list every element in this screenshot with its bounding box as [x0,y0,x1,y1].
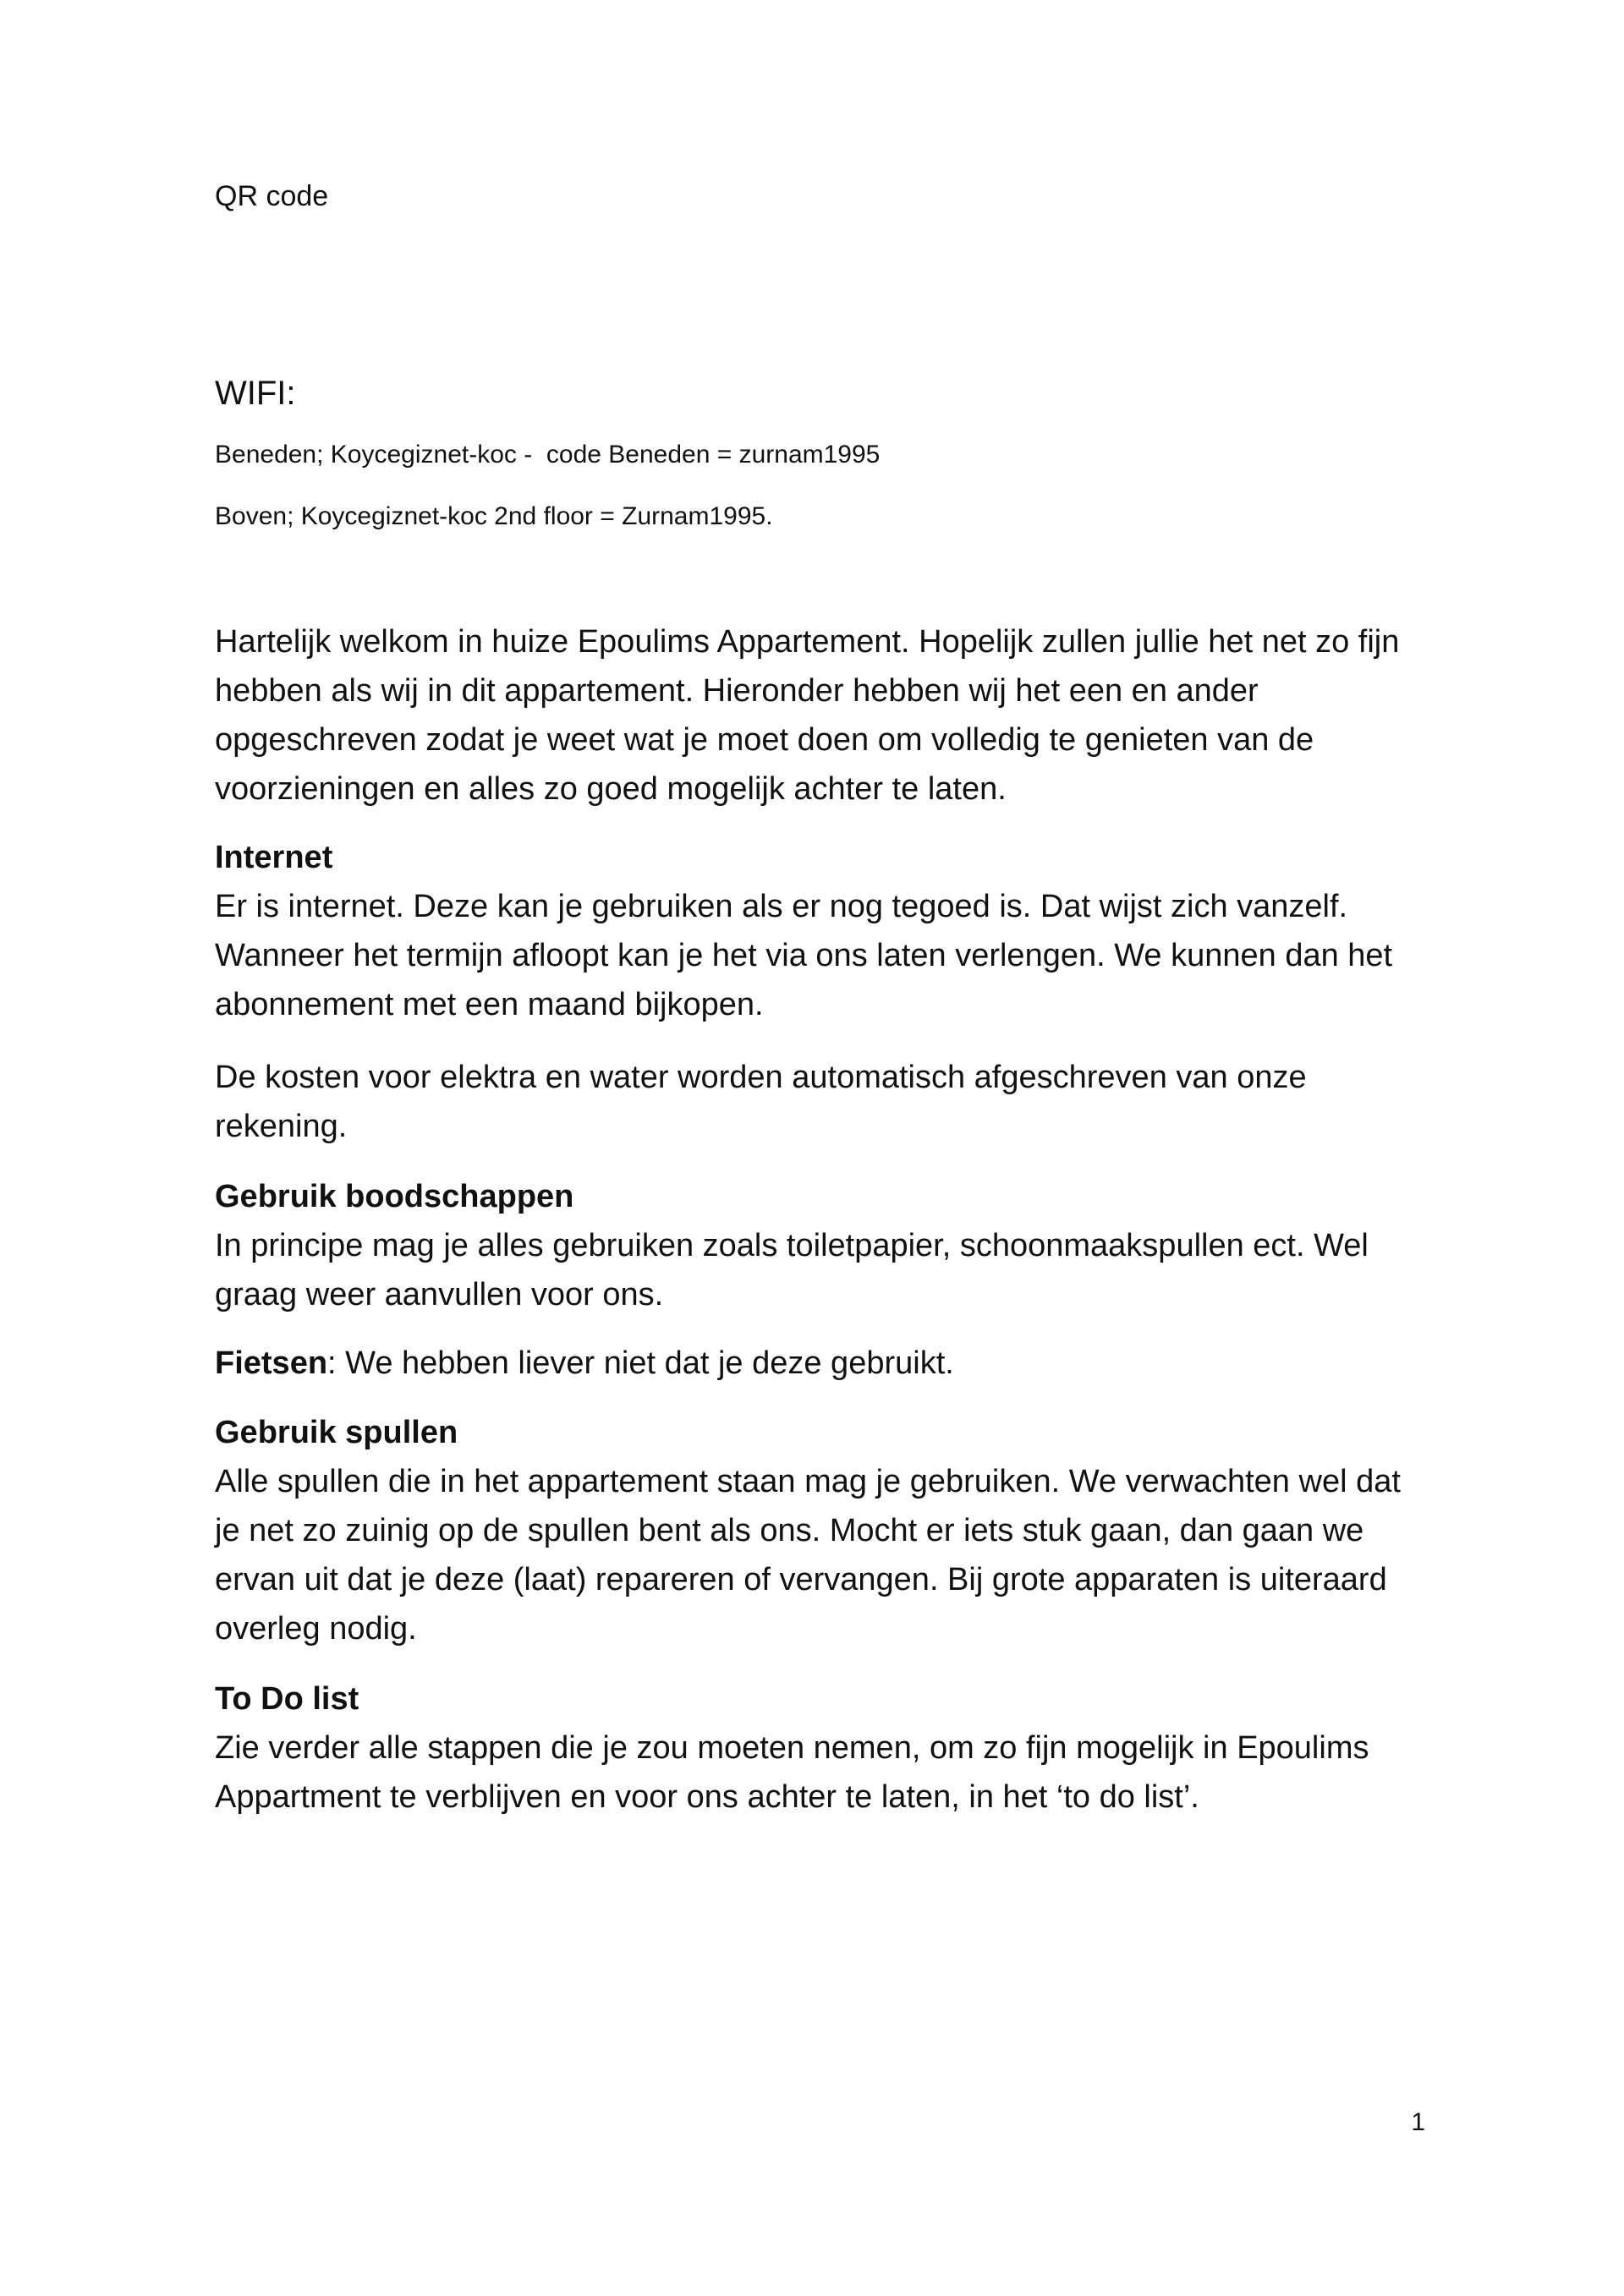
page-number: 1 [1411,2108,1425,2136]
stuff-text: Alle spullen die in het appartement staan mag je gebruiken. We verwachten wel dat je net zo zuinig op de spullen bent als ons. Mocht er iets stuk gaan, dan gaan we ervan uit dat je deze (laat) repareren of vervangen. Bij grote apparaten is uiteraard overleg nodig. [215,1464,1401,1647]
groceries-heading: Gebruik boodschappen [215,1179,574,1214]
bikes-heading: Fietsen [215,1345,328,1381]
internet-heading: Internet [215,840,333,875]
stuff-section [215,1408,1433,1653]
todo-text: Zie verder alle stappen die je zou moeten nemen, om zo fijn mogelijk in Epoulims Appartment te verblijven en voor ons achter te laten, in het ‘to do list’. [215,1730,1369,1815]
welcome-paragraph: Hartelijk welkom in huize Epoulims Appartement. Hopelijk zullen jullie het net zo fijn hebben als wij in dit appartement. Hieronder hebben wij het een en ander opgeschreven zodat je weet wat je moet doen om volledig te genieten van de voorzieningen en alles zo goed mogelijk achter te laten. [215,624,1400,807]
wifi-upstairs-line: Boven; Koycegiznet-koc 2nd floor = Zurnam1995. [215,502,773,530]
qr-code-label: QR code [215,180,329,212]
costs-paragraph: De kosten voor elektra en water worden automatisch afgeschreven van onze rekening. [215,1060,1307,1144]
groceries-section [215,1172,1433,1319]
bikes-text: : We hebben liever niet dat je deze gebruikt. [327,1345,954,1381]
groceries-text: In principe mag je alles gebruiken zoals toiletpapier, schoonmaakspullen ect. Wel graag weer aanvullen voor ons. [215,1228,1369,1312]
wifi-heading: WIFI: [215,375,296,412]
todo-section [215,1674,1433,1822]
wifi-downstairs-line: Beneden; Koycegiznet-koc - code Beneden = zurnam1995 [215,441,881,469]
stuff-heading: Gebruik spullen [215,1415,458,1450]
internet-text: Er is internet. Deze kan je gebruiken als er nog tegoed is. Dat wijst zich vanzelf. Wanneer het termijn afloopt kan je het via ons laten verlengen. We kunnen dan het abonnement met een maand bijkopen. [215,889,1393,1022]
bikes-paragraph [215,1339,1433,1388]
internet-section [215,833,1433,1029]
todo-heading: To Do list [215,1681,359,1717]
